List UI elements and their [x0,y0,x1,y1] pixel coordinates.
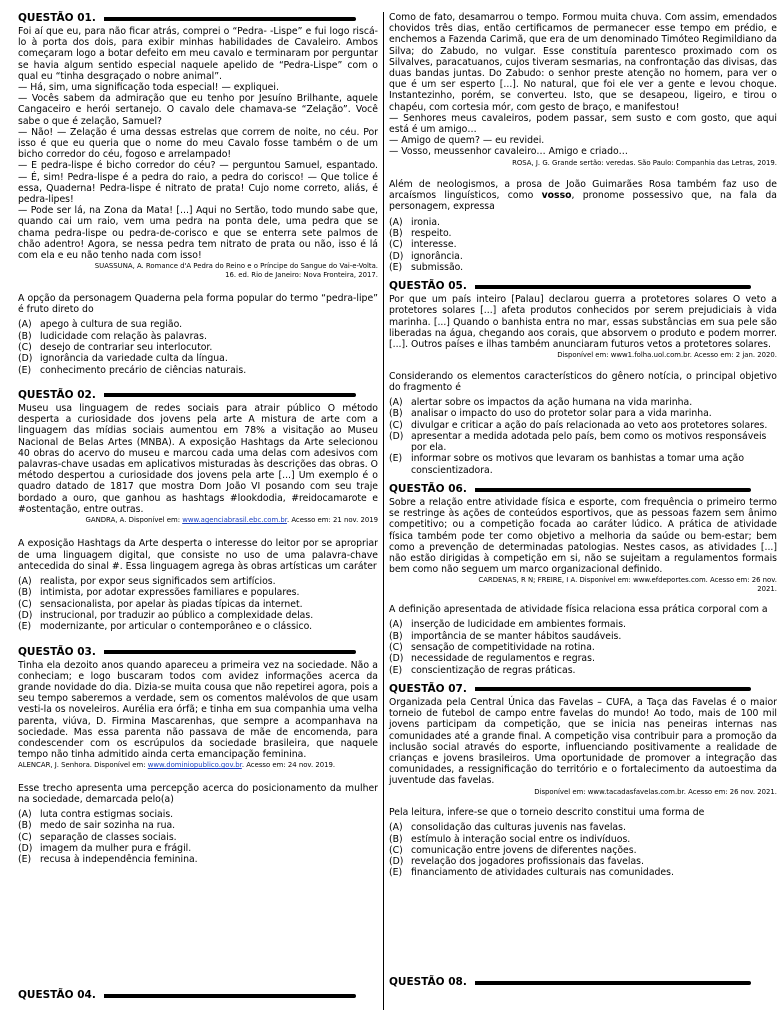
source-citation: Disponível em: www1.folha.uol.com.br. Acesso em: 2 jan. 2020. [557,351,777,360]
passage-paragraph: Organizada pela Central Única das Favelas – CUFA, a Taça das Favelas é o maior torneio de futebol de campo entre favelas do mundo! Ao todo, mais de 100 mil jovens participam da competição, que se inicia nas peneiras internas nas comunidades até a grande final. A competição visa contribuir para a promoção da inclusão social através do esporte, influenciando positivamente a realidade de crianças e jovens brasileiros. Uma oportunidade de promover a integração das comunidades, a ressignificação do território e o fortalecimento da autoestima da juventude das favelas. [389,696,777,787]
question-05 [389,280,777,476]
option-e[interactable]: (E) conhecimento precário de ciências naturais. [18,364,247,376]
option-d[interactable]: (D) necessidade de regulamentos e regras. [389,653,595,665]
option-c[interactable]: (C) sensação de competitividade na rotina. [389,642,595,654]
option-b[interactable]: (B) intimista, por adotar expressões familiares e populares. [18,587,300,599]
option-c[interactable]: (C) divulgar e criticar a ação do país relacionada ao veto aos protetores solares. [389,419,768,431]
passage-paragraph: — Amigo de quem? — eu revidei. [389,135,545,147]
option-c[interactable]: (C) separação de classes sociais. [18,831,177,843]
option-d[interactable]: (D) instrucional, por traduzir ao público a complexidade delas. [18,609,314,621]
option-e[interactable]: (E) conscientização de regras práticas. [389,664,576,676]
passage-paragraph: Sobre a relação entre atividade física e esporte, com frequência o primeiro termo se restringe às ações de conteúdos esportivos, que as pessoas fazem sem ânimo competitivo; ou a competição focada ao caráter lúdico. A prática de atividade física também pode ter como objetivo a melhoria da saúde ou bem-estar; bem como a prevenção de determinadas patologias. Nestes casos, as atividades [...] não estão dirigidas à competição em si, não se sujeitam a regulamentos formais bem como não seguem um marco organizacional definido. [389,497,777,576]
title-bar [104,650,356,654]
option-e[interactable]: (E) submissão. [389,261,464,273]
question-stem: A exposição Hashtags da Arte desperta o interesse do leitor por se apropriar de uma linguagem digital, que consiste no uso de uma palavra-chave antecedida do sinal #. Essa linguagem agrega às obras artísticas um caráter [18,538,378,572]
option-b[interactable]: (B) respeito. [389,227,452,239]
title-bar [475,285,751,289]
question-07 [389,683,777,879]
question-03 [18,646,378,866]
question-title: QUESTÃO 04. [18,989,96,1001]
question-title: QUESTÃO 08. [389,976,467,988]
passage-paragraph: Tinha ela dezoito anos quando apareceu a primeira vez na sociedade. Não a conheciam; e logo buscaram todos com avidez informações acerca da grande novidade do dia. Dizia-se muita cousa que não repetirei agora, pois a seu tempo saberemos a verdade, sem os comentos malévolos de que usam vesti-la os noveleiros. Aurélia era órfã; e tinha em sua companhia uma velha parenta, viúva, D. Firmina Mascarenhas, que sempre a acompanhava na sociedade. Mas essa parenta não passava de mãe de encomenda, para condescender com os escrúpulos da sociedade brasileira, que naquele tempo não tinha admitido ainda certa emancipação feminina. [18,659,378,761]
title-bar [104,393,356,397]
option-e[interactable]: (E) informar sobre os motivos que levaram os banhistas a tomar uma ação conscientizadora. [389,453,745,476]
question-title: QUESTÃO 06. [389,483,467,496]
passage-paragraph: Por que um país inteiro [Palau] declarou guerra a protetores solares O veto a protetores solares [...] afeta produtos conhecidos por serem prejudiciais à vida marinha. [...] Quando o banhista entra no mar, essas substâncias em sua pele são liberadas na água, chegando aos corais, que absorvem o produto e podem morrer. [...]. Outros países e ilhas também anunciaram futuros vetos a protetores solares. [389,294,777,350]
passage-paragraph: Museu usa linguagem de redes sociais para atrair público O método desperta a curiosidade dos jovens pela arte A mistura de arte com a linguagem das mídias sociais aumentou em 78% a visitação ao Museu Nacional de Belas Artes (MNBA). A exposição Hashtags da Arte selecionou 40 obras do acervo do museu e marcou cada uma delas com adesivos com palavras-chave usadas em aplicativos misturadas às descrições das obras. O método despertou a curiosidade dos jovens pela arte [...] Um exemplo é o quadro datado de 1817 que mostra Dom João VI posando com seu traje bordado a ouro, que ganhou as hashtags #lookdodia, #reidocamarote e #ostentação, entre outras. [18,402,378,515]
passage-paragraph: — Senhores meus cavaleiros, podem passar, sem susto e com gosto, que aqui está é um amigo… [389,112,777,136]
source-citation: ROSA, J. G. Grande sertão: veredas. São Paulo: Companhia das Letras, 2019. [512,158,777,167]
title-bar [475,687,751,691]
question-02 [18,389,378,633]
option-c[interactable]: (C) interesse. [389,239,457,251]
passage-paragraph: — E pedra-lispe é bicho corredor do céu? — perguntou Samuel, espantado. — É, sim! Pedra-lispe é a pedra do raio, a pedra do corisco! — Que tolice é essa, Quaderna! Pedra-lispe é nitrato de prata! Cujo nome correto, aliás, é pedra-lipes! [18,160,378,206]
title-bar [104,17,356,21]
title-bar [475,488,751,492]
option-a[interactable]: (A) realista, por expor seus significados sem artifícios. [18,576,276,588]
question-stem: Além de neologismos, a prosa de João Guimarães Rosa também faz uso de arcaísmos linguísticos, como vosso, pronome possessivo que, na fala da personagem, expressa [389,179,777,213]
option-c[interactable]: (C) desejo de contrariar seu interlocutor. [18,342,213,354]
question-04-header [18,989,378,1003]
column-divider [383,12,384,1010]
source-citation: CARDENAS, R N; FREIRE, I A. Disponível em: www.efdeportes.com. Acesso em: 26 nov. 2021. [478,576,777,593]
question-stem: Pela leitura, infere-se que o torneio descrito constitui uma forma de [389,807,705,818]
title-bar [475,981,751,985]
question-title: QUESTÃO 07. [389,682,467,695]
option-d[interactable]: (D) imagem da mulher pura e frágil. [18,843,192,855]
title-bar [104,994,356,998]
question-title: QUESTÃO 05. [389,280,467,293]
option-b[interactable]: (B) ludicidade com relação às palavras. [18,330,207,342]
passage-paragraph: — Vocês sabem da admiração que eu tenho por Jesuíno Brilhante, aquele Cangaceiro e herói sertanejo. O cavalo dele chamava-se “Zelação”. Você sabe o que é zelação, Samuel? [18,93,378,127]
question-title: QUESTÃO 03. [18,645,96,658]
option-a[interactable]: (A) luta contra estigmas sociais. [18,809,174,821]
source-link[interactable]: www.agenciabrasil.ebc.com.br [182,516,287,524]
option-d[interactable]: (D) ignorância. [389,250,463,262]
options-list [18,576,378,632]
option-b[interactable]: (B) medo de sair sozinha na rua. [18,820,176,832]
passage-paragraph: Como de fato, desamarrou o tempo. Formou muita chuva. Com assim, emendados chovidos três dias, então certificamos de permanecer esse tempo em prédio, e enchemos a Fazenda Carimã, que era de um denominado Timóteo Regimildiano da Silva; do Zabudo, no vulgar. Esse constituía parentesco proximado com os Silvalves, paracatuanos, cujos tiveram sesmarias, na confrontação das divisas, das duas bandas juntas. Do Zabudo: o senhor preste atenção no homem, para ver o que é um ser esperto [...]. No natural, que foi ele ver a gente e levou choque. Instantezinho, porém, se converteu. Isto, que se desapeou, ligeiro, e tirou o chapéu, com cortesia mór, com gesto de braço, e manifestou! [389,12,777,113]
question-stem: Esse trecho apresenta uma percepção acerca do posicionamento da mulher na sociedade, demarcada pelo(a) [18,782,378,805]
passage-paragraph: — Há, sim, uma significação toda especial! — expliquei. [18,82,279,94]
option-e[interactable]: (E) financiamento de atividades culturais nas comunidades. [389,867,674,879]
option-e[interactable]: (E) modernizante, por articular o contemporâneo e o clássico. [18,621,313,633]
question-06 [389,483,777,676]
option-a[interactable]: (A) apego à cultura de sua região. [18,319,183,331]
option-a[interactable]: (A) ironia. [389,216,441,228]
question-stem: A opção da personagem Quaderna pela forma popular do termo “pedra-lipe” é fruto direto do [18,293,378,316]
options-list [18,319,378,375]
options-list [389,619,777,675]
question-stem: A definição apresentada de atividade física relaciona essa prática corporal com a [389,604,768,616]
passage-paragraph: — Não! — Zelação é uma dessas estrelas que correm de noite, no céu. Por isso é que eu queria que o nome do meu Cavalo fosse também o de um bicho corredor do céu, fogoso e arrelampado! [18,126,378,161]
question-08-header [389,976,777,990]
option-b[interactable]: (B) analisar o impacto do uso do protetor solar para a vida marinha. [389,408,712,420]
question-title: QUESTÃO 01. [18,12,96,24]
question-04-continued [389,12,777,273]
right-column [389,12,777,988]
options-list [389,397,777,476]
options-list [389,822,777,878]
option-d[interactable]: (D) revelação dos jogadores profissionais das favelas. [389,856,644,868]
source-citation: Disponível em: www.tacadasfavelas.com.br. Acesso em: 26 nov. 2021. [534,787,777,796]
passage-paragraph: — Vosso, meussenhor cavaleiro… Amigo e criado… [389,146,628,158]
option-d[interactable]: (D) ignorância da variedade culta da língua. [18,353,228,365]
highlighted-word: vosso [541,190,572,202]
option-c[interactable]: (C) comunicação entre jovens de diferentes nações. [389,844,637,856]
options-list [389,217,777,273]
passage-paragraph: — Pode ser lá, na Zona da Mata! [...] Aqui no Sertão, todo mundo sabe que, quando cai um raio, vem uma pedra na ponta dele, uma pedra que se chama pedra-lispe ou pedra-de-corisco e que se enterra sete palmos de chão adentro! Agora, se nessa pedra tem nitrato de prata ou não, isso é lá com ela e eu não tenho nada com isso! [18,205,378,262]
option-a[interactable]: (A) alertar sobre os impactos da ação humana na vida marinha. [389,396,693,408]
option-c[interactable]: (C) sensacionalista, por apelar às piadas típicas da internet. [18,598,303,610]
option-b[interactable]: (B) estímulo à interação social entre os indivíduos. [389,833,631,845]
option-b[interactable]: (B) importância de se manter hábitos saudáveis. [389,630,622,642]
option-d[interactable]: (D) apresentar a medida adotada pelo país, bem como os motivos responsáveis por ela. [389,430,767,454]
passage-paragraph: Foi aí que eu, para não ficar atrás, comprei o “Pedra- -Lispe” e fui logo riscá-lo à porta dos dois, para exibir minhas habilidades de Cavaleiro. Ambos começaram logo a botar defeito em meu cavalo e terminaram por perguntar se havia algum sentido especial naquele apelido de “Pedra-Lispe” com o qual eu “tinha desgraçado o nobre animal”. [18,26,378,82]
source-link[interactable]: www.dominiopublico.gov.br [147,761,242,770]
option-a[interactable]: (A) consolidação das culturas juvenis nas favelas. [389,822,626,834]
options-list [18,809,378,865]
option-e[interactable]: (E) recusa à independência feminina. [18,854,198,866]
question-01 [18,12,378,376]
source-citation: GANDRA, A. Disponível em: www.agenciabrasil.ebc.com.br. Acesso em: 21 nov. 2019 [85,516,378,524]
option-a[interactable]: (A) inserção de ludicidade em ambientes formais. [389,619,627,631]
question-title: QUESTÃO 02. [18,388,96,401]
source-citation: SUASSUNA, A. Romance d'A Pedra do Reino e o Príncipe do Sangue do Vai-e-Volta. 16. ed. Rio de Janeiro: Nova Fronteira, 2017. [94,262,378,279]
question-stem: Considerando os elementos característicos do gênero notícia, o principal objetivo do fragmento é [389,370,777,393]
left-column [18,12,378,1001]
source-citation: ALENCAR, J. Senhora. Disponível em: www.dominiopublico.gov.br. Acesso em: 24 nov. 2019. [18,761,336,770]
